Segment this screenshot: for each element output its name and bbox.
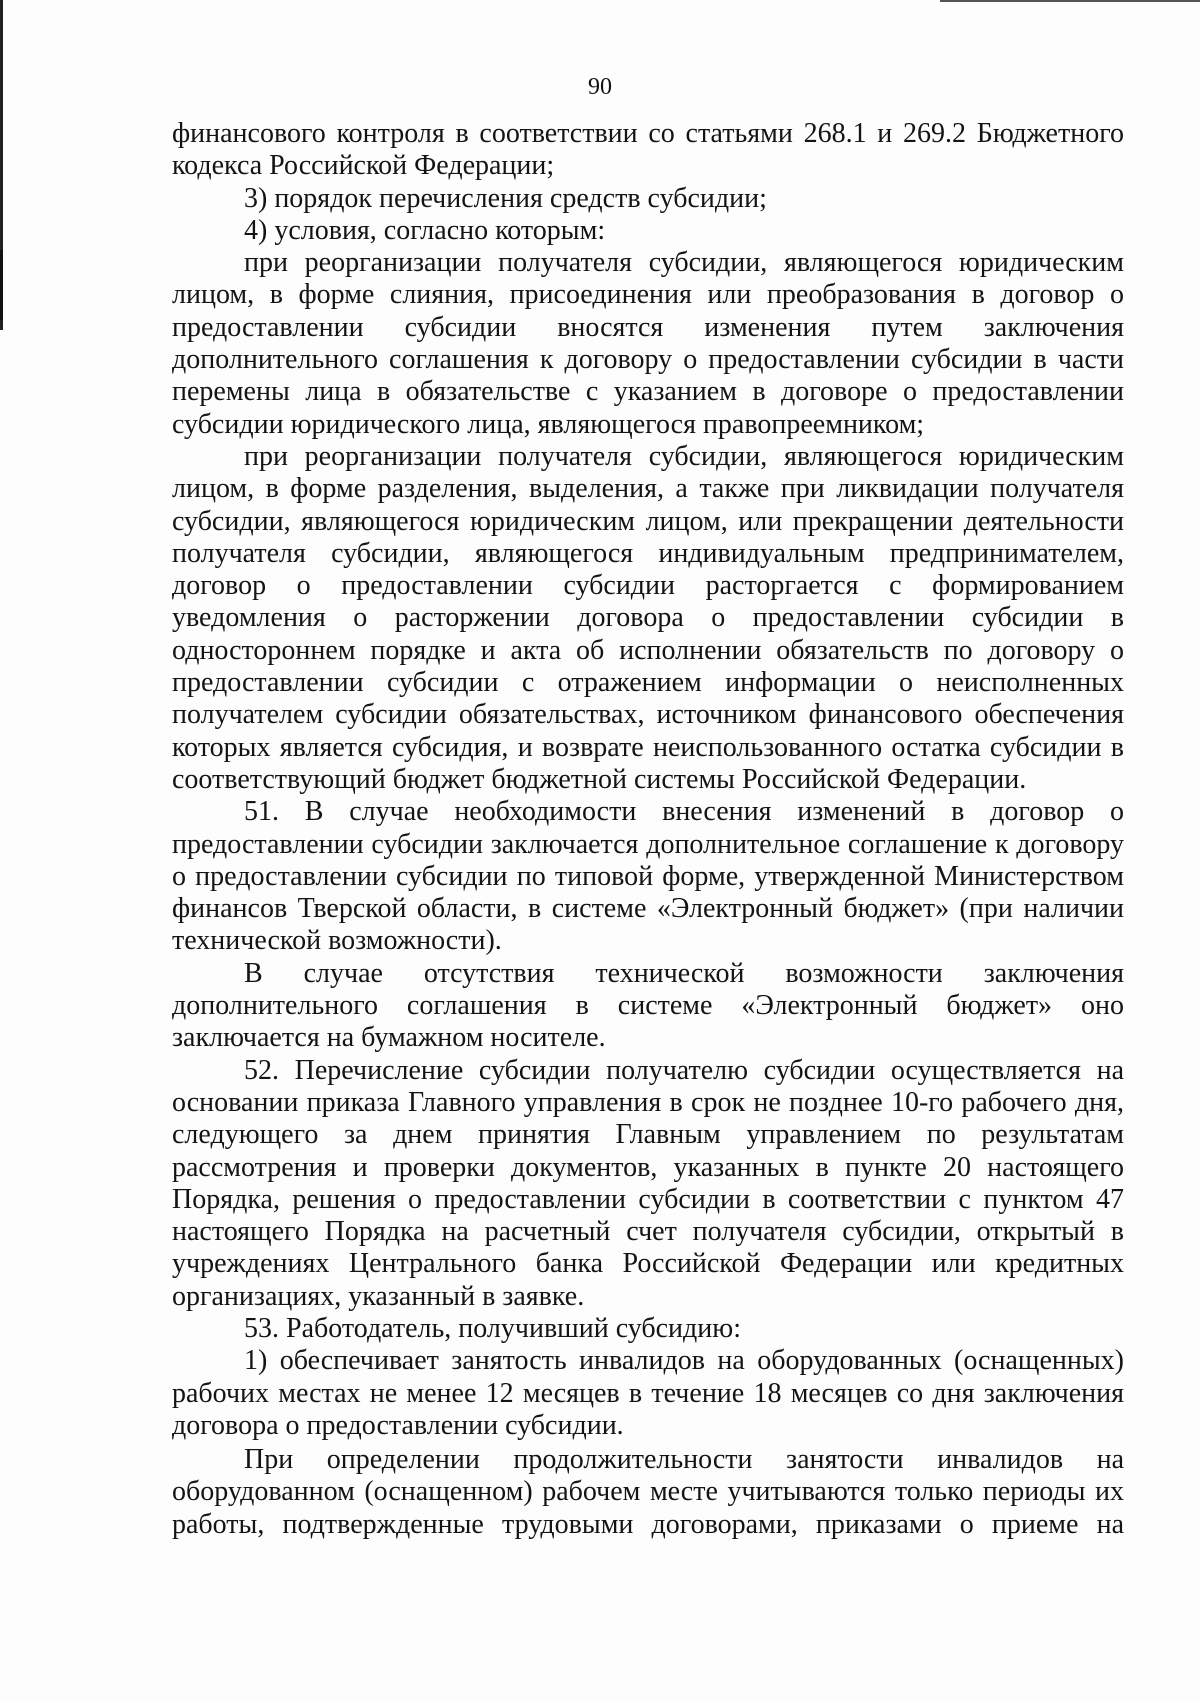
paragraph: 51. В случае необходимости внесения изменений в договор о предоставлении субсидии заключается дополнительное соглашение к договору о предоставлении субсидии по типовой форме, утвержденной Министерством финансов Тверской области, в системе «Электронный бюджет» (при наличии технической возможности). — [172, 796, 1124, 957]
page-number: 90 — [588, 74, 612, 100]
paragraph: При определении продолжительности занятости инвалидов на оборудованном (оснащенном) рабочем месте учитываются только периоды их работы, подтвержденные трудовыми договорами, приказами о приеме на — [172, 1444, 1124, 1540]
paragraph: 53. Работодатель, получивший субсидию: — [244, 1312, 741, 1344]
paragraph: при реорганизации получателя субсидии, являющегося юридическим лицом, в форме разделения, выделения, а также при ликвидации получателя субсидии, являющегося юридическим лицом, или прекращении деятельности получателя субсидии, являющегося индивидуальным предпринимателем, договор о предоставлении субсидии расторгается с формированием уведомления о расторжении договора о предоставлении субсидии в одностороннем порядке и акта об исполнении обязательств по договору о предоставлении субсидии с отражением информации о неисполненных получателем субсидии обязательствах, источником финансового обеспечения которых является субсидия, и возврате неиспользованного остатка субсидии в соответствующий бюджет бюджетной системы Российской Федерации. — [172, 440, 1124, 795]
paragraph: при реорганизации получателя субсидии, являющегося юридическим лицом, в форме слияния, присоединения или преобразования в договор о предоставлении субсидии вносятся изменения путем заключения дополнительного соглашения к договору о предоставлении субсидии в части перемены лица в обязательстве с указанием в договоре о предоставлении субсидии юридического лица, являющегося правопреемником; — [172, 247, 1124, 440]
paragraph: 1) обеспечивает занятость инвалидов на оборудованных (оснащенных) рабочих местах не менее 12 месяцев в течение 18 месяцев со дня заключения договора о предоставлении субсидии. — [172, 1345, 1124, 1441]
scan-edge-mark — [940, 0, 1200, 2]
document-body — [172, 118, 1124, 1541]
scan-edge-mark — [0, 250, 3, 320]
paragraph: 52. Перечисление субсидии получателю субсидии осуществляется на основании приказа Главного управления в срок не позднее 10-го рабочего дня, следующего за днем принятия Главным управлением по результатам рассмотрения и проверки документов, указанных в пункте 20 настоящего Порядка, решения о предоставлении субсидии в соответствии с пунктом 47 настоящего Порядка на расчетный счет получателя субсидии, открытый в учреждениях Центрального банка Российской Федерации или кредитных организациях, указанный в заявке. — [172, 1054, 1124, 1312]
paragraph: 4) условия, согласно которым: — [244, 214, 606, 246]
paragraph: В случае отсутствия технической возможности заключения дополнительного соглашения в системе «Электронный бюджет» оно заключается на бумажном носителе. — [172, 957, 1124, 1054]
paragraph: 3) порядок перечисления средств субсидии; — [244, 182, 767, 214]
paragraph: финансового контроля в соответствии со статьями 268.1 и 269.2 Бюджетного кодекса Российской Федерации; — [172, 118, 1124, 182]
